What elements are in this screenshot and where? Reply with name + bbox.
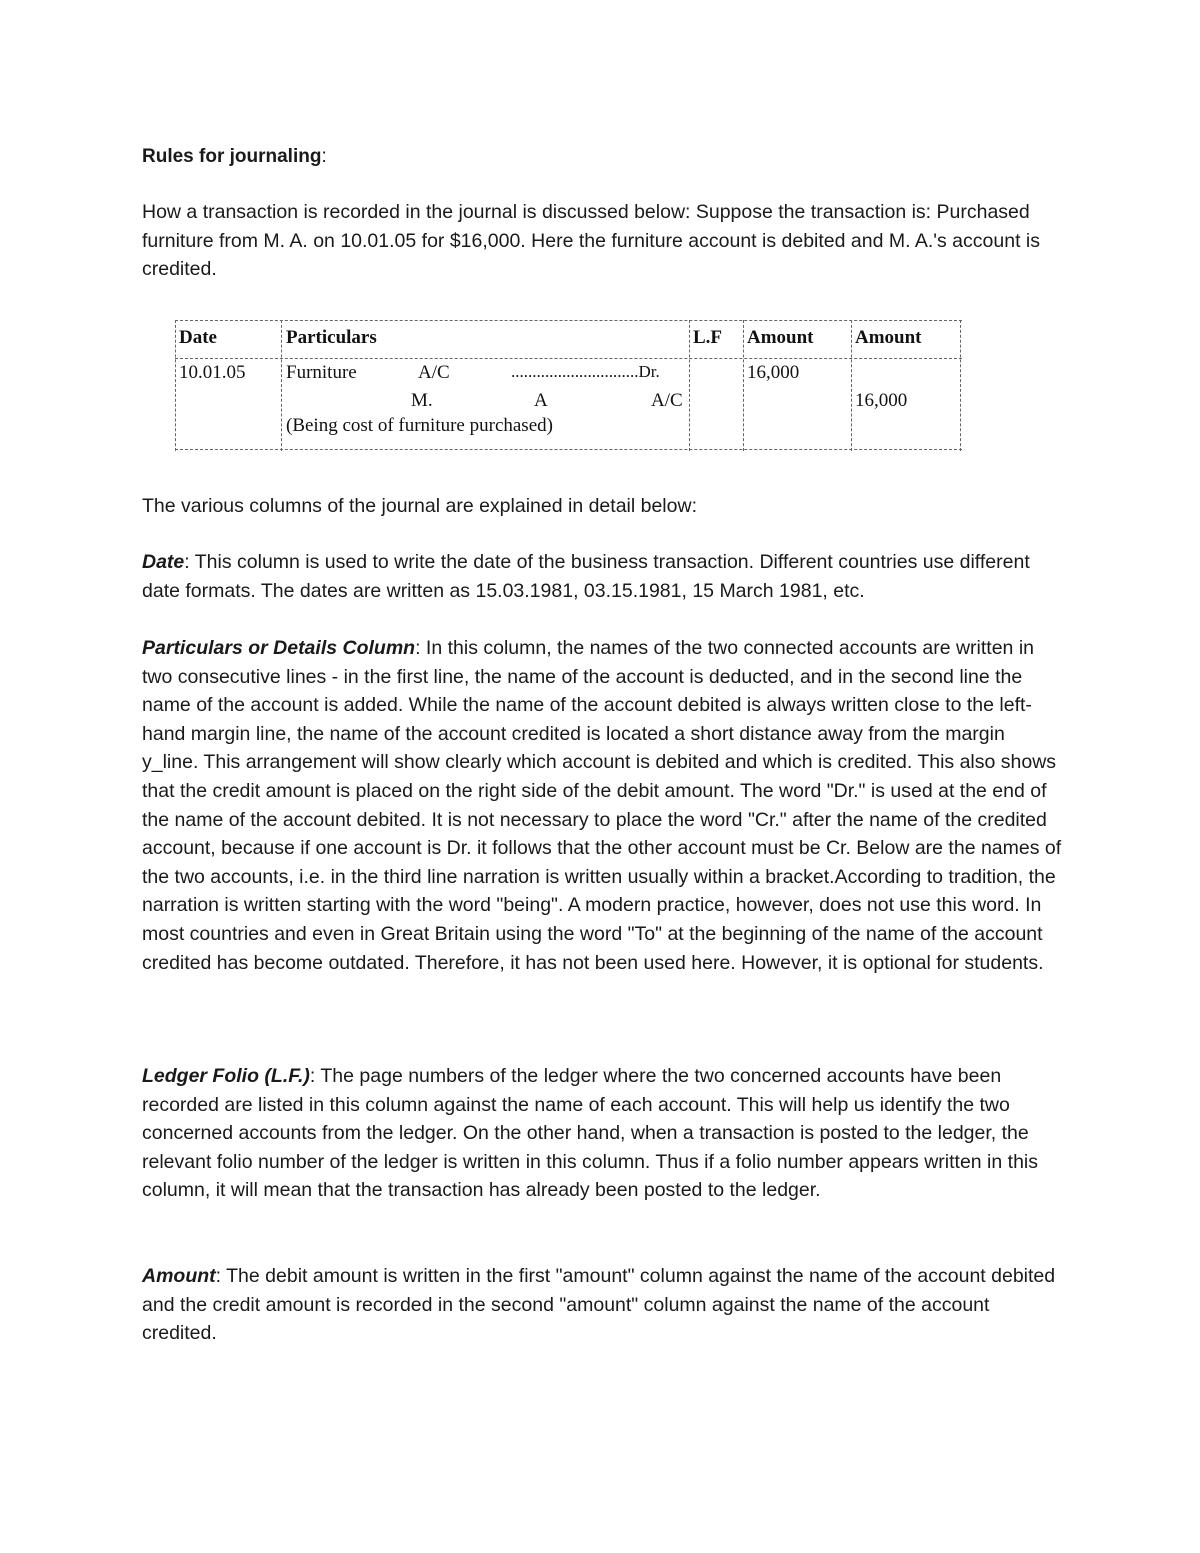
entry-credit-ac: A/C: [651, 390, 683, 411]
entry-narration: (Being cost of furniture purchased): [286, 415, 553, 436]
header-lf: L.F: [693, 327, 723, 348]
entry-debit-amount: 16,000: [747, 362, 800, 383]
heading-colon: :: [321, 146, 327, 167]
table-header-divider: [175, 358, 962, 359]
columns-intro: The various columns of the journal are explained in detail below:: [142, 495, 697, 517]
particulars-column-divider: [689, 320, 690, 451]
particulars-section-label: Particulars or Details Column: [142, 637, 416, 659]
heading-title: Rules for journaling: [142, 146, 322, 167]
page-heading: [142, 143, 327, 171]
header-amount-debit: Amount: [747, 327, 814, 348]
entry-credit-amount: 16,000: [855, 390, 908, 411]
entry-debit-account: Furniture: [286, 362, 357, 383]
particulars-section-text: : In this column, the names of the two connected accounts are written in two consecutive lines - in the first line, the name of the account is deducted, and in the second line the name of the account is added. While the name of the account debited is always written close to the left-hand margin line, the name of the account credited is located a short distance away from the margin y_line. This arrangement will show clearly which account is debited and which is credited. This also shows that the credit amount is placed on the right side of the debit amount. The word "Dr." is used at the end of the name of the account debited. It is not necessary to place the word "Cr." after the name of the credited account, because if one account is Dr. it follows that the other account must be Cr. Below are the names of the two accounts, i.e. in the third line narration is written usually within a bracket.According to tradition, the narration is written starting with the word "being". A modern practice, however, does not use this word. In most countries and even in Great Britain using the word "To" at the beginning of the name of the account credited has become outdated. Therefore, it has not been used here. However, it is optional for students.: [142, 637, 1062, 974]
date-section-label: Date: [142, 551, 185, 573]
ledger-folio-section-label: Ledger Folio (L.F.): [142, 1065, 310, 1087]
date-column-divider: [281, 320, 282, 451]
table-right-border: [960, 320, 961, 451]
amount-section: [142, 1262, 1062, 1348]
amount-column-divider: [851, 320, 852, 451]
date-section: [142, 548, 1062, 605]
table-top-border: [175, 320, 962, 321]
intro-paragraph: How a transaction is recorded in the journal is discussed below: Suppose the transaction is: Purchased furniture from M. A. on 10.01.05 for $16,000. Here the furniture account is debited and M. A.'s account is credited.: [142, 201, 1040, 281]
date-section-text: : This column is used to write the date of the business transaction. Different countries use different date formats. The dates are written as 15.03.1981, 03.15.1981, 15 March 1981, etc.: [142, 551, 1030, 602]
entry-credit-name-2: A: [534, 390, 548, 411]
amount-section-text: : The debit amount is written in the first "amount" column against the name of the account debited and the credit amount is recorded in the second "amount" column against the name of the account credited.: [142, 1265, 1056, 1345]
ledger-folio-section: [142, 1062, 1062, 1205]
ledger-folio-section-text: : The page numbers of the ledger where the two concerned accounts have been recorded are listed in this column against the name of each account. This will help us identify the two concerned accounts from the ledger. On the other hand, when a transaction is posted to the ledger, the relevant folio number of the ledger is written in this column. Thus if a folio number appears written in this column, it will mean that the transaction has already been posted to the ledger.: [142, 1065, 1039, 1202]
entry-debit-ac: A/C: [418, 362, 450, 383]
header-amount-credit: Amount: [855, 327, 922, 348]
table-left-border: [175, 320, 176, 451]
header-particulars: Particulars: [286, 327, 377, 348]
entry-credit-name-1: M.: [411, 390, 433, 411]
entry-debit-dots: ..............................Dr.: [511, 362, 660, 381]
table-bottom-border: [175, 449, 962, 450]
amount-section-label: Amount: [142, 1265, 216, 1287]
lf-column-divider: [743, 320, 744, 451]
particulars-section: [142, 634, 1062, 977]
header-date: Date: [179, 327, 217, 348]
entry-date: 10.01.05: [179, 362, 246, 383]
journal-table-image: [175, 320, 962, 451]
